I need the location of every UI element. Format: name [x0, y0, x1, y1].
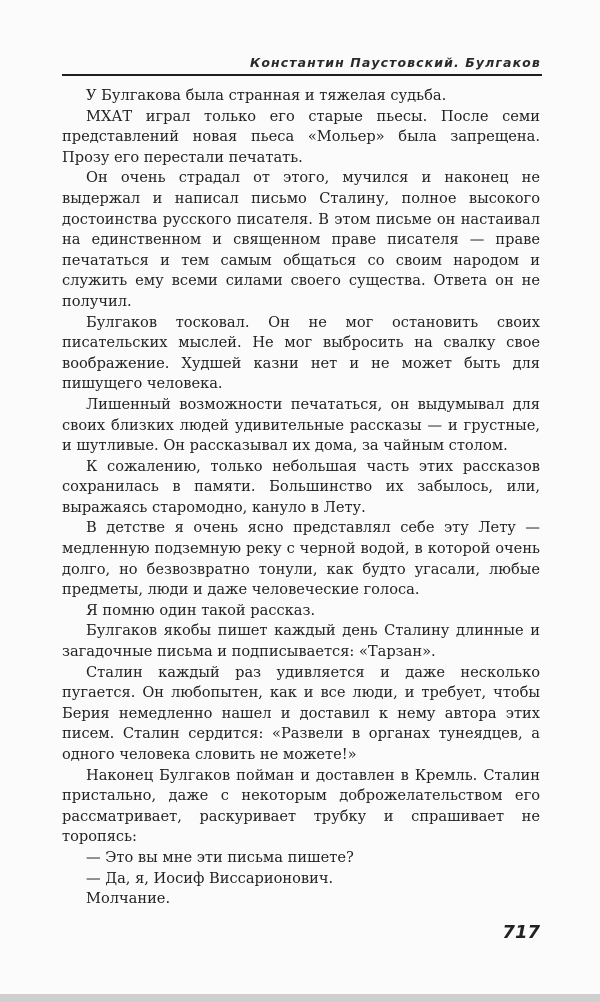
paragraph: У Булгакова была странная и тяжелая судьба. — [86, 87, 447, 104]
paragraph: К сожалению, только небольшая часть этих рассказов сохранилась в памяти. Большинство их забылось, или, выражаясь старомодно, кануло в Лету. — [62, 457, 540, 516]
dialog-line: — Это вы мне эти письма пишете? — [86, 848, 354, 866]
paragraph: Он очень страдал от этого, мучился и наконец не выдержал и написал письмо Сталину, полное высокого достоинства русского писателя. В этом письме он настаивал на единственном и священном праве писателя — праве печататься и тем самым общаться со своим народом и служить ему всеми силами своего существа. Ответа он не получил. — [62, 169, 540, 310]
paragraph: Булгаков тосковал. Он не мог остановить своих писательских мыслей. Не мог выбросить на свалку свое воображение. Худшей казни нет и не может быть для пишущего человека. — [62, 313, 540, 393]
page-bottom-edge — [0, 994, 600, 1002]
paragraph: Я помню один такой рассказ. — [86, 601, 316, 619]
paragraph: Лишенный возможности печататься, он выдумывал для своих близких людей удивительные рассказы — и грустные, и шутливые. Он рассказывал их дома, за чайным столом. — [62, 395, 540, 455]
header-rule — [62, 74, 542, 76]
paragraph: В детстве я очень ясно представлял себе эту Лету — медленную подземную реку с черной водой, в которой очень долго, но безвозвратно тонули, как будто угасали, любые предметы, люди и даже человеческие голоса. — [62, 519, 540, 599]
page-number: 717 — [502, 922, 540, 943]
dialog-line: — Да, я, Иосиф Виссарионович. — [86, 869, 334, 887]
dialog-line: Молчание. — [86, 890, 171, 908]
paragraph: Наконец Булгаков пойман и доставлен в Кремль. Сталин пристально, даже с некоторым доброжелательством его рассматривает, раскуривает трубку и спрашивает не торопясь: — [62, 766, 540, 846]
paragraph: МХАТ играл только его старые пьесы. После семи представлений новая пьеса «Мольер» была запрещена. Прозу его перестали печатать. — [62, 107, 540, 166]
running-header: Константин Паустовский. Булгаков — [250, 55, 541, 70]
body-text — [62, 86, 540, 910]
paragraph: Булгаков якобы пишет каждый день Сталину длинные и загадочные письма и подписывается: «Тарзан». — [62, 622, 540, 661]
paragraph: Сталин каждый раз удивляется и даже несколько пугается. Он любопытен, как и все люди, и требует, чтобы Берия немедленно нашел и доставил к нему автора этих писем. Сталин сердится: «Развели в органах тунеядцев, а одного человека словить не можете!» — [62, 663, 540, 763]
